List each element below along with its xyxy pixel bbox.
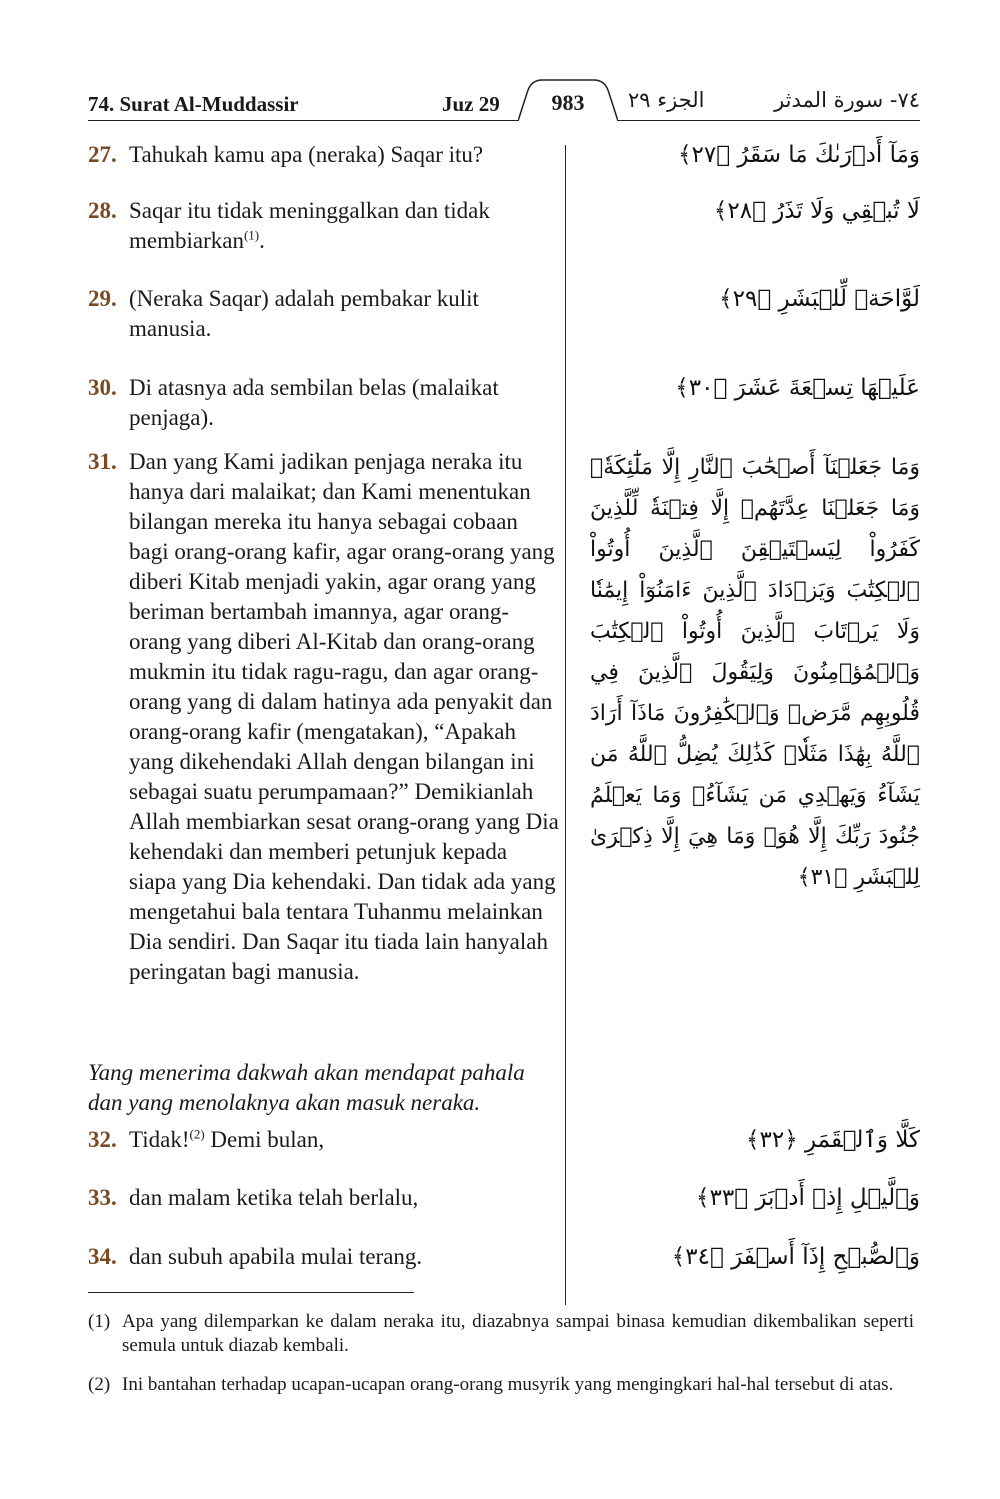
verse-31-arabic: وَمَا جَعَلۡنَآ أَصۡحَٰبَ ٱلنَّارِ إِلَّا مَلَٰٓئِكَةٗۖ وَمَا جَعَلۡنَا عِدَّتَهُمۡ إِلَّا فِتۡنَةٗ لِّلَّذِينَ كَفَرُواْ لِيَسۡتَيۡقِنَ ٱلَّذِينَ أُوتُواْ ٱلۡكِتَٰبَ وَيَزۡدَادَ ٱلَّذِينَ ءَامَنُوٓاْ إِيمَٰنٗا وَلَا يَرۡتَابَ ٱلَّذِينَ أُوتُواْ ٱلۡكِتَٰبَ وَٱلۡمُؤۡمِنُونَ وَلِيَقُولَ ٱلَّذِينَ فِي قُلُوبِهِم مَّرَضٞ وَٱلۡكَٰفِرُونَ مَاذَآ أَرَادَ ٱللَّهُ بِهَٰذَا مَثَلٗاۚ كَذَٰلِكَ يُضِلُّ ٱللَّهُ مَن يَشَآءُ وَيَهۡدِي مَن يَشَآءُۚ وَمَا يَعۡلَمُ جُنُودَ رَبِّكَ إِلَّا هُوَۚ وَمَا هِيَ إِلَّا ذِكۡرَىٰ لِلۡبَشَرِ ﴿٣١﴾ xyxy=(590,455,920,890)
verse-29-arabic: لَوَّاحَةٞ لِّلۡبَشَرِ ﴿٢٩﴾ xyxy=(719,286,920,312)
verse-28-arabic: لَا تُبۡقِي وَلَا تَذَرُ ﴿٢٨﴾ xyxy=(713,198,920,224)
footnote-2 xyxy=(88,1373,914,1397)
verse-32-arabic: كَلَّا وَٱلۡقَمَرِ ﴿٣٢﴾ xyxy=(746,1127,920,1153)
verse-number: 32. xyxy=(88,1127,117,1152)
footnote-text: Ini bantahan terhadap ucapan-ucapan orang-orang musyrik yang mengingkari hal-hal tersebut di atas. xyxy=(122,1374,894,1395)
verse-33-arabic: وَٱلَّيۡلِ إِذۡ أَدۡبَرَ ﴿٣٣﴾ xyxy=(696,1185,920,1211)
verse-text: dan malam ketika telah berlalu, xyxy=(129,1185,419,1210)
footnote-1 xyxy=(88,1310,914,1358)
surah-title-arabic: ٧٤- سورة المدثر xyxy=(774,88,920,112)
footnote-rule xyxy=(88,1292,414,1293)
juz-label-arabic: الجزء ٢٩ xyxy=(628,88,705,112)
verse-number: 27. xyxy=(88,142,117,167)
verse-text: (Neraka Saqar) adalah pembakar kulit manusia. xyxy=(129,286,479,341)
verse-text-part: . xyxy=(259,228,265,253)
verse-34-arabic: وَٱلصُّبۡحِ إِذَآ أَسۡفَرَ ﴿٣٤﴾ xyxy=(671,1244,920,1270)
verse-number: 30. xyxy=(88,375,117,400)
juz-label-latin: Juz 29 xyxy=(442,92,500,116)
verse-text-part: Saqar itu tidak meninggalkan dan tidak membiarkan xyxy=(129,198,490,253)
page-number: 983 xyxy=(551,90,585,115)
section-note: Yang menerima dakwah akan mendapat pahala dan yang menolaknya akan masuk neraka. xyxy=(88,1060,525,1115)
verse-text: Tahukah kamu apa (neraka) Saqar itu? xyxy=(129,142,484,167)
verse-text: Dan yang Kami jadikan penjaga neraka itu hanya dari malaikat; dan Kami menentukan bilangan mereka itu hanya sebagai cobaan bagi orang-orang kafir, agar orang-orang yang diberi Kitab menjadi yakin, agar orang yang beriman bertambah imannya, agar orang-orang yang diberi Al-Kitab dan orang-orang mukmin itu tidak ragu-ragu, dan agar orang-orang yang di dalam hatinya ada penyakit dan orang-orang kafir (mengatakan), “Apakah yang dikehendaki Allah dengan bilangan ini sebagai suatu perumpamaan?” Demikianlah Allah membiarkan sesat orang-orang yang Dia kehendaki dan memberi petunjuk kepada siapa yang Dia kehendaki. Dan tidak ada yang mengetahui bala tentara Tuhanmu melainkan Dia sendiri. Dan Saqar itu tiada lain hanyalah peringatan bagi manusia. xyxy=(129,449,559,984)
verse-number: 31. xyxy=(88,449,117,474)
verse-number: 28. xyxy=(88,198,117,223)
verse-text-part: Demi bulan, xyxy=(204,1127,325,1152)
surah-title-latin: 74. Surat Al-Muddassir xyxy=(88,92,299,116)
verse-text xyxy=(129,196,559,256)
verse-30-arabic: عَلَيۡهَا تِسۡعَةَ عَشَرَ ﴿٣٠﴾ xyxy=(675,375,920,401)
footnote-ref[interactable]: (1) xyxy=(243,227,260,243)
header-rule xyxy=(88,120,920,121)
verse-text xyxy=(129,1125,559,1155)
verse-number: 34. xyxy=(88,1244,117,1269)
footnote-mark: (2) xyxy=(88,1374,111,1395)
verse-text: dan subuh apabila mulai terang. xyxy=(129,1244,423,1269)
footnote-mark: (1) xyxy=(88,1311,111,1332)
footnote-text: Apa yang dilemparkan ke dalam neraka itu, diazabnya sampai binasa kemudian dikembalikan seperti semula untuk diazab kembali. xyxy=(122,1311,914,1356)
verse-number: 33. xyxy=(88,1185,117,1210)
verse-number: 29. xyxy=(88,286,117,311)
column-divider xyxy=(565,145,566,1305)
verse-27-arabic: وَمَآ أَدۡرَىٰكَ مَا سَقَرُ ﴿٢٧﴾ xyxy=(678,142,920,168)
footnote-ref[interactable]: (2) xyxy=(189,1126,205,1142)
verse-text-part: Tidak! xyxy=(129,1127,190,1152)
verse-text: Di atasnya ada sembilan belas (malaikat penjaga). xyxy=(129,375,499,430)
page-header xyxy=(88,78,920,126)
